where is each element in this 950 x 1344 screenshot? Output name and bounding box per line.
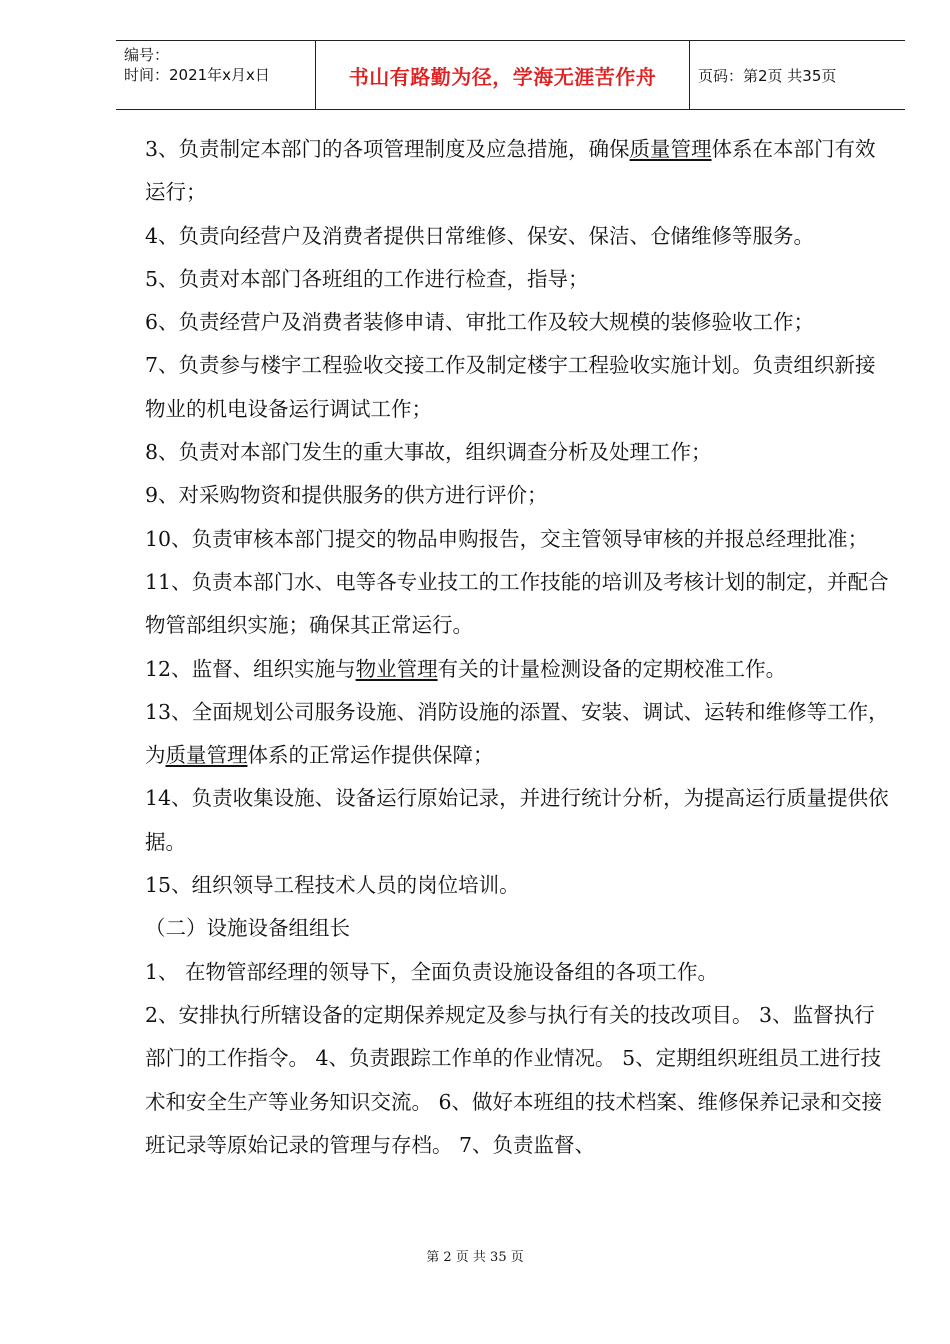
property-management-link[interactable]: 物业管理 [355,656,438,681]
paragraph-11: 11、负责本部门水、电等各专业技工的工作技能的培训及考核计划的制定，并配合物管部组织实施；确保其正常运行。 [145,569,889,638]
quality-management-link[interactable]: 质量管理 [165,743,248,768]
paragraph-13: 13、全面规划公司服务设施、消防设施的添置、安装、调试、运转和维修等工作，为质量管理体系的正常运作提供保障； [145,699,889,768]
document-body [145,128,890,1167]
section-item-2: 2、安排执行所辖设备的定期保养规定及参与执行有关的技改项目。 3、监督执行部门的工作指令。 4、负责跟踪工作单的作业情况。 5、定期组织班组员工进行技术和安全生产等业务知识交流。 6、做好本班组的技术档案、维修保养记录和交接班记录等原始记录的管理与存档。 7、负责监督、 [145,1002,883,1157]
paragraph-6: 6、负责经营户及消费者装修申请、审批工作及较大规模的装修验收工作； [145,310,815,335]
header-meta [116,41,316,109]
paragraph-3: 3、负责制定本部门的各项管理制度及应急措施，确保质量管理体系在本部门有效运行； [145,137,876,205]
paragraph-7: 7、负责参与楼宇工程验收交接工作及制定楼宇工程验收实施计划。负责组织新接物业的机电设备运行调试工作； [145,353,876,421]
paragraph-8: 8、负责对本部门发生的重大事故，组织调查分析及处理工作； [145,440,712,465]
page-footer: 第 2 页 共 35 页 [426,1250,524,1265]
header-page-number: 页码：第2页 共35页 [698,66,837,85]
paragraph-12: 12、监督、组织实施与物业管理有关的计量检测设备的定期校准工作。 [145,656,787,681]
paragraph-9: 9、对采购物资和提供服务的供方进行评价； [145,483,548,508]
header-motto: 书山有路勤为径，学海无涯苦作舟 [316,41,690,109]
paragraph-5: 5、负责对本部门各班组的工作进行检查，指导； [145,266,589,291]
section-item-1: 1、 在物管部经理的领导下，全面负责设施设备组的各项工作。 [145,959,719,984]
date-label: 时间：2021年x月x日 [124,66,270,84]
quality-management-link[interactable]: 质量管理 [629,137,712,161]
serial-number-label: 编号： [124,46,170,64]
page-header [116,40,905,110]
paragraph-15: 15、组织领导工程技术人员的岗位培训。 [145,873,520,898]
paragraph-14: 14、负责收集设施、设备运行原始记录，并进行统计分析，为提高运行质量提供依据。 [145,786,889,854]
paragraph-10: 10、负责审核本部门提交的物品申购报告，交主管领导审核的并报总经理批准； [145,526,869,551]
paragraph-4: 4、负责向经营户及消费者提供日常维修、保安、保洁、仓储维修等服务。 [145,223,815,248]
section-heading: （二）设施设备组组长 [145,916,350,941]
